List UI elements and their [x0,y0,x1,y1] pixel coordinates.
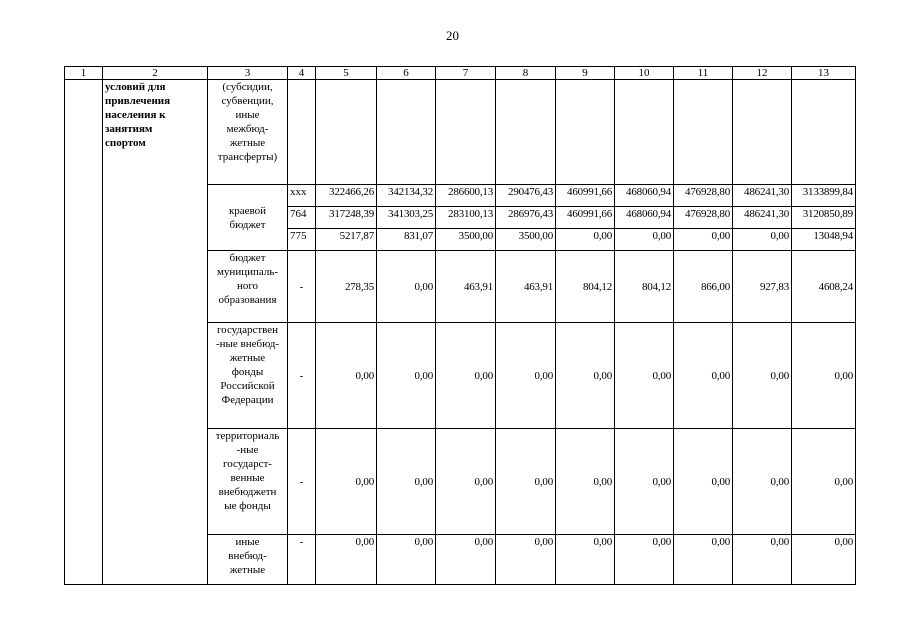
value-cell: 0,00 [556,323,615,429]
value-cell: 0,00 [556,535,615,585]
source-line: трансферты) [217,151,278,163]
value-cell: 460991,66 [556,185,615,207]
value-cell: 804,12 [556,251,615,323]
value-cell: 0,00 [556,429,615,535]
value-cell: 0,00 [496,323,556,429]
value-cell: 283100,13 [436,207,496,229]
value-cell: 486241,30 [733,185,792,207]
value-cell: 5217,87 [316,229,377,251]
source-line: ного [236,280,259,292]
value-cell: 3500,00 [496,229,556,251]
goal-line: привлечения [105,95,171,107]
value-cell: 468060,94 [615,207,674,229]
code-cell: - [288,535,316,585]
column-header: 7 [436,67,496,80]
row-number-cell [65,80,103,585]
source-line: внебюджетн [218,486,277,498]
source-line: венные [230,472,265,484]
code-cell: - [288,251,316,323]
value-cell: 0,00 [733,229,792,251]
value-cell: 0,00 [436,429,496,535]
code-cell: - [288,323,316,429]
value-cell: 0,00 [674,535,733,585]
source-line: Российской [220,380,275,392]
column-header: 4 [288,67,316,80]
value-cell: 4608,24 [792,251,856,323]
value-cell: 0,00 [792,429,856,535]
source-line: субвенции, [221,95,274,107]
empty-cell [316,80,377,185]
column-header: 10 [615,67,674,80]
budget-table [64,66,856,585]
source-line: государст- [223,458,272,470]
value-cell: 0,00 [316,535,377,585]
goal-line: условий для [105,81,166,93]
source-line: ые фонды [224,500,271,512]
source-line: внебюд- [228,550,267,562]
value-cell: 460991,66 [556,207,615,229]
column-header: 6 [377,67,436,80]
value-cell: 0,00 [377,251,436,323]
value-cell: 0,00 [674,323,733,429]
value-cell: 0,00 [674,229,733,251]
value-cell: 476928,80 [674,207,733,229]
empty-cell [674,80,733,185]
value-cell: 0,00 [377,323,436,429]
column-header: 13 [792,67,856,80]
value-cell: 0,00 [792,535,856,585]
table-row [65,80,856,185]
source-line: государствен [216,324,279,336]
column-header: 12 [733,67,792,80]
value-cell: 831,07 [377,229,436,251]
source-line: -ные [236,444,259,456]
value-cell: 3500,00 [436,229,496,251]
value-cell: 804,12 [615,251,674,323]
value-cell: 0,00 [792,323,856,429]
value-cell: 486241,30 [733,207,792,229]
value-cell: 322466,26 [316,185,377,207]
value-cell: 0,00 [615,229,674,251]
value-cell: 0,00 [436,323,496,429]
value-cell: 317248,39 [316,207,377,229]
value-cell: 0,00 [733,535,792,585]
column-header: 3 [208,67,288,80]
value-cell: 0,00 [615,429,674,535]
value-cell: 341303,25 [377,207,436,229]
code-cell: 764 [288,207,316,229]
source-line: бюджет [229,252,266,264]
code-cell: ххх [288,185,316,207]
value-cell: 0,00 [316,323,377,429]
empty-cell [496,80,556,185]
empty-cell [615,80,674,185]
column-header: 5 [316,67,377,80]
source-line: межбюд- [226,123,269,135]
value-cell: 286600,13 [436,185,496,207]
source-line: образования [218,294,277,306]
value-cell: 0,00 [733,429,792,535]
source-line: фонды [231,366,264,378]
column-header: 2 [103,67,208,80]
source-line: иные [235,109,260,121]
source-cell [208,251,288,323]
value-cell: 0,00 [377,535,436,585]
empty-cell [556,80,615,185]
value-cell: 0,00 [436,535,496,585]
value-cell: 0,00 [733,323,792,429]
column-header: 1 [65,67,103,80]
empty-cell [436,80,496,185]
value-cell: 0,00 [615,535,674,585]
value-cell: 0,00 [556,229,615,251]
value-cell: 866,00 [674,251,733,323]
value-cell: 3120850,89 [792,207,856,229]
column-header: 9 [556,67,615,80]
source-line: иные [235,536,260,548]
empty-cell [288,80,316,185]
value-cell: 0,00 [615,323,674,429]
source-line: (субсидии, [222,81,273,93]
value-cell: 476928,80 [674,185,733,207]
value-cell: 286976,43 [496,207,556,229]
code-cell: - [288,429,316,535]
value-cell: 468060,94 [615,185,674,207]
page-number: 20 [446,28,459,43]
column-header: 8 [496,67,556,80]
value-cell: 927,83 [733,251,792,323]
code-cell: 775 [288,229,316,251]
goal-line: занятиям [105,123,153,135]
goal-line: населения к [105,109,166,121]
source-cell [208,80,288,185]
value-cell: 0,00 [674,429,733,535]
value-cell: 463,91 [436,251,496,323]
value-cell: 342134,32 [377,185,436,207]
value-cell: 3133899,84 [792,185,856,207]
source-cell [208,429,288,535]
value-cell: 463,91 [496,251,556,323]
source-line: муниципаль- [216,266,279,278]
source-line: жетные [229,564,266,576]
source-cell [208,323,288,429]
goal-cell [103,80,208,585]
source-line: Федерации [221,394,274,406]
column-number-row [65,67,856,80]
value-cell: 278,35 [316,251,377,323]
empty-cell [377,80,436,185]
source-line: территориаль [215,430,280,442]
value-cell: 0,00 [496,429,556,535]
value-cell: 13048,94 [792,229,856,251]
column-header: 11 [674,67,733,80]
value-cell: 0,00 [316,429,377,535]
source-line: жетные [229,352,266,364]
source-line: жетные [229,137,266,149]
regional-budget-label: краевой бюджет [208,185,288,251]
value-cell: 290476,43 [496,185,556,207]
empty-cell [733,80,792,185]
empty-cell [792,80,856,185]
value-cell: 0,00 [377,429,436,535]
source-cell [208,535,288,585]
goal-line: спортом [105,137,146,149]
value-cell: 0,00 [496,535,556,585]
source-line: -ные внебюд- [215,338,280,350]
